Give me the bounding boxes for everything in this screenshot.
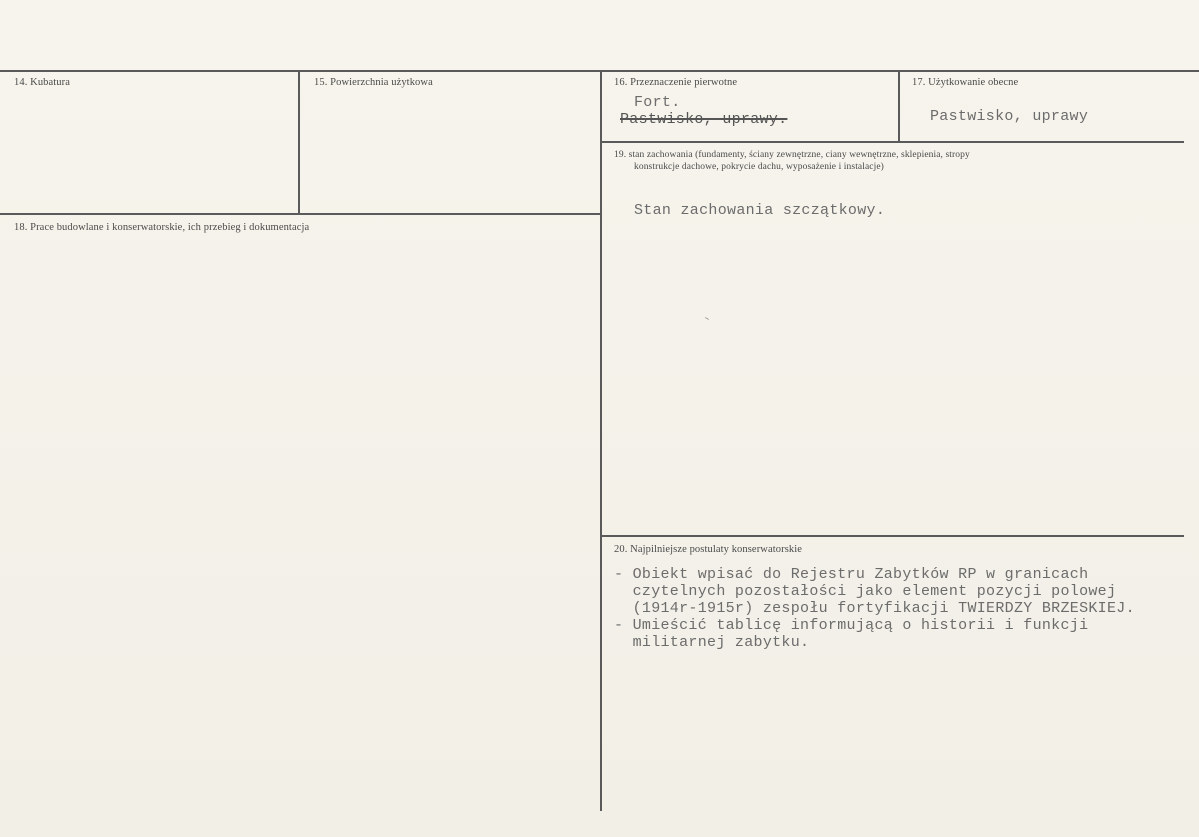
divider-14-15 (298, 71, 300, 214)
divider-16-17 (898, 71, 900, 142)
divider-19-20 (600, 535, 1184, 537)
field-14-label: 14. Kubatura (14, 77, 71, 88)
field-20-line: militarnej zabytku. (614, 634, 810, 651)
field-15-label: 15. Powierzchnia użytkowa (314, 77, 433, 88)
field-16-value: Fort. (634, 94, 681, 111)
field-18-label: 18. Prace budowlane i konserwatorskie, ich przebieg i dokumentacja (14, 222, 310, 233)
field-20-line: (1914r-1915r) zespołu fortyfikacji TWIERDZY BRZESKIEJ. (614, 600, 1135, 617)
field-17-label: 17. Użytkowanie obecne (912, 77, 1019, 88)
field-20-line: - Umieścić tablicę informującą o historii i funkcji (614, 617, 1089, 634)
field-19-label-line2: konstrukcje dachowe, pokrycie dachu, wyposażenie i instalacje) (634, 162, 884, 172)
divider-14-18 (0, 213, 600, 215)
field-20-list (614, 566, 1135, 651)
field-19-value: Stan zachowania szczątkowy. (634, 202, 886, 219)
field-16-label: 16. Przeznaczenie pierwotne (614, 77, 738, 88)
field-19-label-line1: 19. stan zachowania (fundamenty, ściany zewnętrzne, ciany wewnętrzne, sklepienia, stropy (614, 150, 970, 160)
field-20-line: - Obiekt wpisać do Rejestru Zabytków RP w granicach (614, 566, 1089, 583)
field-20-label: 20. Najpilniejsze postulaty konserwatorskie (614, 544, 803, 555)
paper-speck (705, 317, 709, 320)
field-17-value: Pastwisko, uprawy (930, 108, 1089, 125)
divider-16-19 (600, 141, 1184, 143)
center-divider (600, 71, 602, 811)
field-16-struck-value: Pastwisko, uprawy. (620, 111, 788, 128)
field-20-line: czytelnych pozostałości jako element pozycji polowej (614, 583, 1117, 600)
